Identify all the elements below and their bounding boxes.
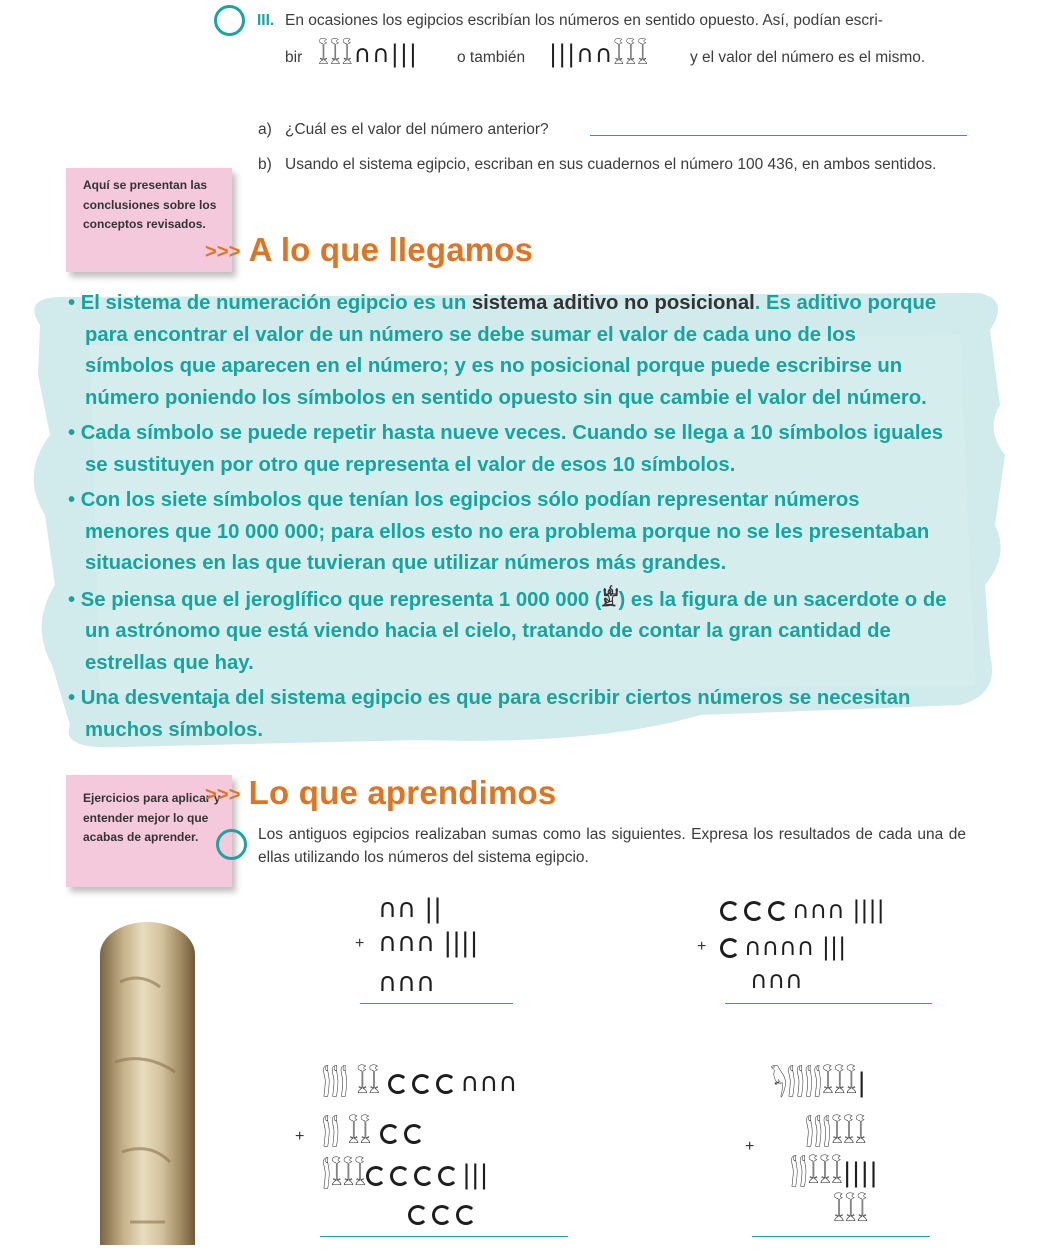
plus-sign: + <box>697 938 707 955</box>
sum4-row3: 𓂭𓂭𓆼𓆼𓆼|||| <box>790 1158 878 1188</box>
question-a-label: a) <box>258 121 272 138</box>
sum3-row4 <box>408 1202 480 1226</box>
bullet-ring-icon <box>216 829 247 860</box>
sum1-row1: ∩∩ || <box>378 894 442 924</box>
sum3-row1: 𓂭𓂭𓂭 𓆼𓆼 ∩∩∩ <box>322 1068 518 1098</box>
exercise-intro: En ocasiones los egipcios escribían los números en sentido opuesto. Así, podían escri- <box>285 12 883 29</box>
heading-a-lo-que-llegamos <box>205 231 533 269</box>
exercise-prefix: bir <box>285 49 303 66</box>
answer-line[interactable] <box>752 1236 930 1237</box>
coil-100-icon <box>744 901 764 921</box>
plus-sign: + <box>745 1138 755 1155</box>
sum1-row3: ∩∩∩ <box>378 968 436 998</box>
heading-text: A lo que llegamos <box>248 231 534 268</box>
question-b-label: b) <box>258 156 272 173</box>
sum4-row1: 𓆐𓂭𓂭𓂭𓂭𓆼𓆼𓆼| <box>770 1068 867 1098</box>
exercise-middle: o también <box>457 49 526 66</box>
sidebar-note-exercises: Ejercicios para aplicar y entender mejor lo que acabas de aprender. <box>66 775 232 887</box>
chevrons-icon: >>> <box>205 241 241 263</box>
coil-100-icon <box>768 901 788 921</box>
heading-lo-que-aprendimos <box>205 774 556 812</box>
question-a: ¿Cuál es el valor del número anterior? <box>285 121 549 138</box>
conclusions-list <box>68 288 948 750</box>
list-item: • El sistema de numeración egipcio es un sistema aditivo no posicional. Es aditivo porque para encontrar el valor de un número se debe sumar el valor de cada uno de los símbolos que aparecen en el número; y es no posicional porque puede escribirse un número poniendo los símbolos en sentido opuesto sin que cambie el valor del número. <box>68 292 937 409</box>
sum1-row2: ∩∩∩ |||| <box>378 928 479 958</box>
plus-sign: + <box>355 935 365 952</box>
egyptian-number-a: 𓆼𓆼𓆼∩∩||| <box>318 40 419 68</box>
egyptian-column-image <box>100 922 195 1245</box>
answer-line[interactable] <box>360 1003 513 1004</box>
million-glyph-icon: 𓁨 <box>601 586 619 611</box>
egyptian-number-b: |||∩∩𓆼𓆼𓆼 <box>549 40 650 68</box>
answer-line[interactable] <box>320 1236 568 1237</box>
sum3-row2: 𓂭𓂭 𓆼𓆼 <box>322 1120 428 1146</box>
bullet-ring-icon <box>214 5 245 36</box>
answer-line[interactable] <box>725 1003 932 1004</box>
list-item: • Se piensa que el jeroglífico que representa 1 000 000 (𓁨) es la figura de un sacerdote o de un astrónomo que está viendo hacia el cielo, tratando de contar la gran cantidad de estrellas que hay. <box>68 586 947 674</box>
list-item: • Con los siete símbolos que tenían los egipcios sólo podían representar números menores que 10 000 000; para ellos esto no era problema porque no se les presentaban situaciones en las que tuvieran que utilizar números más grandes. <box>68 489 930 574</box>
exercise-intro-text: Los antiguos egipcios realizaban sumas como las siguientes. Expresa los resultados de cada una de ellas utilizando los números del sistema egipcio. <box>258 826 966 866</box>
exercise-suffix: y el valor del número es el mismo. <box>690 49 926 66</box>
sidebar-note-conclusions: Aquí se presentan las conclusiones sobre los conceptos revisados. <box>66 168 232 272</box>
sum2-row1: ∩∩∩ |||| <box>720 898 885 922</box>
question-b: Usando el sistema egipcio, escriban en sus cuadernos el número 100 436, en ambos sentidos. <box>285 156 937 173</box>
exercise-number: III. <box>257 12 275 29</box>
sum4-row4: 𓆼𓆼𓆼 <box>833 1196 869 1226</box>
sum4-row2: 𓂭𓂭𓂭𓆼𓆼𓆼 <box>805 1118 867 1148</box>
heading-text: Lo que aprendimos <box>248 774 557 811</box>
plus-sign: + <box>295 1128 305 1145</box>
sum2-row3: ∩∩∩ <box>750 966 803 994</box>
list-item: • Una desventaja del sistema egipcio es que para escribir ciertos números se necesitan muchos símbolos. <box>68 687 911 741</box>
answer-line-a[interactable] <box>590 135 967 136</box>
coil-100-icon <box>720 901 740 921</box>
sum3-row3: 𓂭𓆼𓆼𓆼 ||| <box>322 1160 489 1190</box>
sum2-row2: ∩∩∩∩ ||| <box>720 935 846 959</box>
list-item: • Cada símbolo se puede repetir hasta nueve veces. Cuando se llega a 10 símbolos iguales se sustituyen por otro que representa el valor de esos 10 símbolos. <box>68 422 944 476</box>
chevrons-icon: >>> <box>205 784 241 806</box>
coil-100-icon <box>720 938 740 958</box>
